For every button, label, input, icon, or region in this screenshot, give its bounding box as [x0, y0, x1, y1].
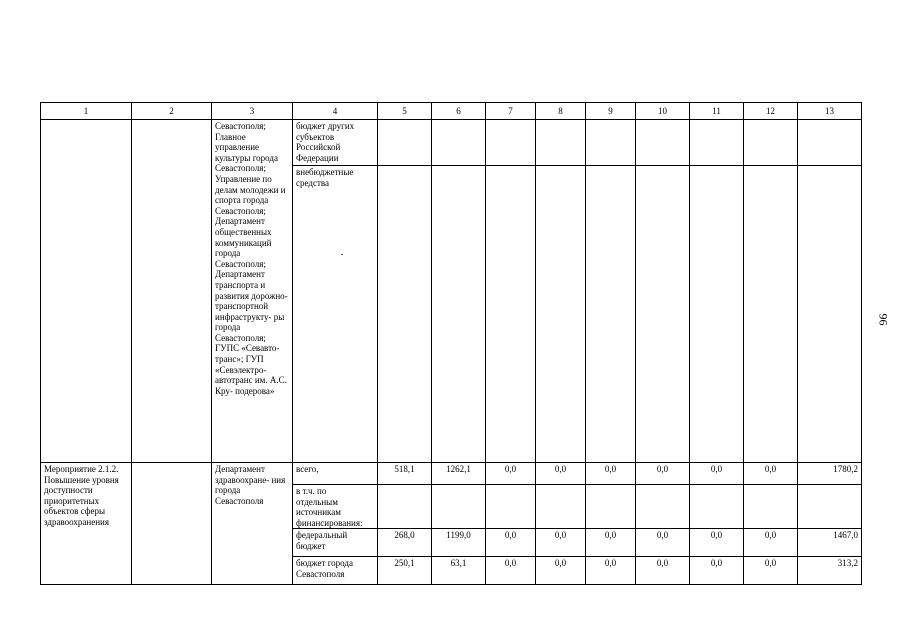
value-cell: 0,0 — [690, 529, 744, 557]
value-cell: 0,0 — [586, 529, 636, 557]
value-cell — [744, 485, 798, 529]
value-cell — [586, 485, 636, 529]
col-header-10: 10 — [636, 103, 690, 120]
value-cell: 0,0 — [536, 463, 586, 485]
value-cell — [798, 120, 862, 166]
value-cell — [636, 120, 690, 166]
value-cell: 0,0 — [636, 463, 690, 485]
value-cell: 0,0 — [486, 463, 536, 485]
value-cell: 0,0 — [586, 557, 636, 585]
value-cell — [744, 166, 798, 463]
value-cell — [636, 485, 690, 529]
value-cell: 0,0 — [636, 529, 690, 557]
value-cell — [744, 120, 798, 166]
value-cell — [432, 166, 486, 463]
value-cell: 0,0 — [744, 463, 798, 485]
value-cell: 0,0 — [636, 557, 690, 585]
value-cell: 1199,0 — [432, 529, 486, 557]
value-cell: 0,0 — [744, 529, 798, 557]
total-cell: 313,2 — [798, 557, 862, 585]
total-cell: 1467,0 — [798, 529, 862, 557]
value-cell: 63,1 — [432, 557, 486, 585]
table-row — [41, 463, 862, 485]
source-cell: в т.ч. по отдельным источникам финансирования: — [293, 485, 378, 529]
source-cell: внебюджетные средства — [293, 166, 378, 463]
value-cell — [536, 485, 586, 529]
page-number: 96 — [876, 313, 891, 326]
value-cell: 0,0 — [536, 529, 586, 557]
source-cell: федеральный бюджет — [293, 529, 378, 557]
col-header-2: 2 — [132, 103, 212, 120]
value-cell — [636, 166, 690, 463]
value-cell — [378, 120, 432, 166]
value-cell — [536, 120, 586, 166]
value-cell — [486, 120, 536, 166]
cell-empty — [132, 120, 212, 463]
value-cell — [586, 120, 636, 166]
table-row — [41, 120, 862, 166]
value-cell — [536, 166, 586, 463]
value-cell: 0,0 — [690, 463, 744, 485]
value-cell — [690, 166, 744, 463]
value-cell — [378, 166, 432, 463]
total-cell: 1780,2 — [798, 463, 862, 485]
col-header-7: 7 — [486, 103, 536, 120]
source-cell: бюджет города Севастополя — [293, 557, 378, 585]
cell-empty — [41, 120, 132, 463]
value-cell — [798, 485, 862, 529]
value-cell: 0,0 — [486, 557, 536, 585]
col-header-1: 1 — [41, 103, 132, 120]
col-header-9: 9 — [586, 103, 636, 120]
value-cell — [798, 166, 862, 463]
value-cell: 0,0 — [690, 557, 744, 585]
source-cell: бюджет других субъектов Российской Федерации — [293, 120, 378, 166]
value-cell — [690, 485, 744, 529]
col-header-8: 8 — [536, 103, 586, 120]
value-cell: 1262,1 — [432, 463, 486, 485]
measure-executor-cell: Департамент здравоохране- ния города Севастополя — [212, 463, 293, 585]
column-number-row — [41, 103, 862, 120]
source-cell: всего, — [293, 463, 378, 485]
value-cell — [432, 485, 486, 529]
col-header-12: 12 — [744, 103, 798, 120]
col-header-4: 4 — [293, 103, 378, 120]
value-cell — [378, 485, 432, 529]
value-cell — [432, 120, 486, 166]
value-cell — [486, 166, 536, 463]
value-cell — [690, 120, 744, 166]
cell-empty — [132, 463, 212, 585]
col-header-5: 5 — [378, 103, 432, 120]
program-table — [40, 102, 862, 585]
value-cell: 250,1 — [378, 557, 432, 585]
col-header-3: 3 — [212, 103, 293, 120]
value-cell: 518,1 — [378, 463, 432, 485]
col-header-13: 13 — [798, 103, 862, 120]
value-cell: 0,0 — [486, 529, 536, 557]
executors-cell: Севастополя; Главное управление культуры города Севастополя; Управление по делам молодежи и спорта города Севастополя; Департамент общественных коммуникаций города Севастополя; Департамент транспорта и развития дорожно- транспортной инфраструкту- ры города Севастополя; ГУПС «Севавто- транс»; ГУП «Севэлектро- автотранс им. А.С. Кру- подерова» — [212, 120, 293, 463]
value-cell: 0,0 — [536, 557, 586, 585]
measure-name-cell: Мероприятие 2.1.2. Повышение уровня доступности приоритетных объектов сферы здравоохранения — [41, 463, 132, 585]
value-cell: 0,0 — [586, 463, 636, 485]
value-cell: 268,0 — [378, 529, 432, 557]
value-cell — [586, 166, 636, 463]
value-cell: 0,0 — [744, 557, 798, 585]
value-cell — [486, 485, 536, 529]
col-header-6: 6 — [432, 103, 486, 120]
col-header-11: 11 — [690, 103, 744, 120]
